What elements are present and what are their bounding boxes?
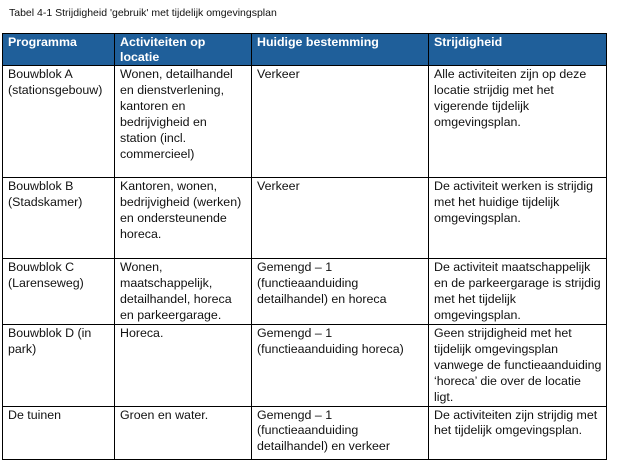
cell-text: Horeca. [120,326,164,340]
header-strijdigheid: Strijdigheid [429,34,607,66]
cell-programma [3,66,115,178]
table-row [3,259,607,325]
cell-text: Alle activiteiten zijn op deze locatie strijdig met het vigerende tijdelijk omgevingsplan. [434,67,587,129]
cell-text: Bouwblok D (in park) [8,326,92,356]
cell-activiteiten [115,178,252,259]
cell-text: Bouwblok B (Stadskamer) [8,179,83,209]
cell-strijdigheid [429,178,607,259]
cell-text: Verkeer [257,67,300,81]
cell-text: Geen strijdigheid met het tijdelijk omgevingsplan vanwege de functieaanduiding ‘horeca’ die over de locatie ligt. [434,326,602,404]
table-row [3,406,607,459]
cell-programma [3,325,115,407]
cell-text: Gemengd – 1 (functieaanduiding detailhandel) en verkeer [257,407,390,454]
cell-strijdigheid [429,66,607,178]
cell-programma [3,178,115,259]
cell-text: Kantoren, wonen, bedrijvigheid (werken) en ondersteunende horeca. [120,179,242,241]
cell-activiteiten [115,406,252,459]
cell-text: Gemengd – 1 (functieaanduiding horeca) [257,326,404,356]
table-row [3,66,607,178]
cell-text: Verkeer [257,179,300,193]
cell-text: De activiteit werken is strijdig met het huidige tijdelijk omgevingsplan. [434,179,594,225]
cell-text: Gemengd – 1 (functieaanduiding detailhandel) en horeca [257,260,387,306]
cell-programma [3,259,115,325]
cell-activiteiten [115,66,252,178]
cell-bestemming [252,66,429,178]
cell-text: Groen en water. [120,407,209,422]
cell-text: Bouwblok C (Larenseweg) [8,260,84,290]
header-huidige-bestemming: Huidige bestemming [252,34,429,66]
conflict-table [2,33,607,460]
cell-programma [3,406,115,459]
cell-text: Wonen, detailhandel en dienstverlening, kantoren en bedrijvigheid en station (incl. commercieel) [120,67,233,161]
cell-strijdigheid [429,259,607,325]
table-row [3,178,607,259]
cell-strijdigheid [429,406,607,459]
cell-activiteiten [115,259,252,325]
cell-activiteiten [115,325,252,407]
header-row [3,34,607,66]
header-activiteiten: Activiteiten op locatie [115,34,252,66]
cell-text: Wonen, maatschappelijk, detailhandel, horeca en parkeergarage. [120,260,232,322]
cell-bestemming [252,259,429,325]
cell-text: De tuinen [8,407,62,422]
cell-bestemming [252,178,429,259]
cell-text: De activiteit maatschappelijk en de parkeergarage is strijdig met het tijdelijk omgevingsplan. [434,260,601,322]
table-caption: Tabel 4-1 Strijdigheid 'gebruik' met tijdelijk omgevingsplan [9,7,277,19]
cell-bestemming [252,325,429,407]
cell-text: De activiteiten zijn strijdig met het tijdelijk omgevingsplan. [434,407,598,438]
cell-strijdigheid [429,325,607,407]
header-programma: Programma [3,34,115,66]
table-row [3,325,607,407]
cell-text: Bouwblok A (stationsgebouw) [8,67,103,97]
cell-bestemming [252,406,429,459]
